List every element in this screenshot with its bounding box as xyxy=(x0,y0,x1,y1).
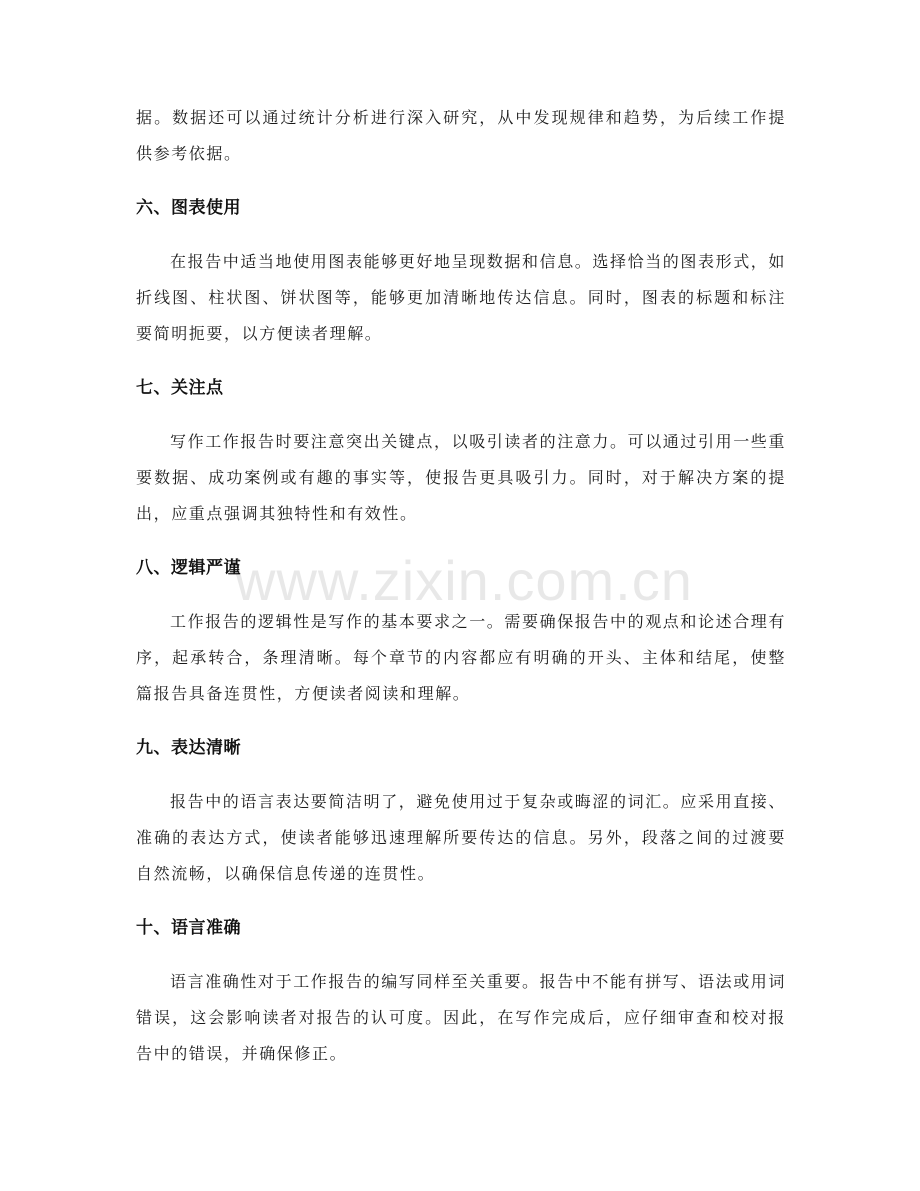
section-body-10: 语言准确性对于工作报告的编写同样至关重要。报告中不能有拼写、语法或用词错误，这会影响读者对报告的认可度。因此，在写作完成后，应仔细审查和校对报告中的错误，并确保修正。 xyxy=(136,972,787,1063)
watermark-text: www.zixin.com.cn xyxy=(235,549,693,612)
intro-paragraph: 据。数据还可以通过统计分析进行深入研究，从中发现规律和趋势，为后续工作提供参考依据。 xyxy=(136,108,786,163)
section-body-7: 写作工作报告时要注意突出关键点，以吸引读者的注意力。可以通过引用一些重要数据、成功案例或有趣的事实等，使报告更具吸引力。同时，对于解决方案的提出，应重点强调其独特性和有效性。 xyxy=(136,432,787,523)
document-body xyxy=(136,100,786,1072)
section-heading-7: 七、关注点 xyxy=(136,378,224,398)
section-body-9: 报告中的语言表达要简洁明了，避免使用过于复杂或晦涩的词汇。应采用直接、准确的表达方式，使读者能够迅速理解所要传达的信息。另外，段落之间的过渡要自然流畅，以确保信息传递的连贯性。 xyxy=(136,792,787,883)
section-heading-6: 六、图表使用 xyxy=(136,198,241,218)
section-heading-10: 十、语言准确 xyxy=(136,918,241,938)
section-heading-8: 八、逻辑严谨 xyxy=(136,558,241,578)
section-body-6: 在报告中适当地使用图表能够更好地呈现数据和信息。选择恰当的图表形式，如折线图、柱状图、饼状图等，能够更加清晰地传达信息。同时，图表的标题和标注要简明扼要，以方便读者理解。 xyxy=(136,252,787,343)
section-heading-9: 九、表达清晰 xyxy=(136,738,241,758)
section-body-8: 工作报告的逻辑性是写作的基本要求之一。需要确保报告中的观点和论述合理有序，起承转合，条理清晰。每个章节的内容都应有明确的开头、主体和结尾，使整篇报告具备连贯性，方便读者阅读和理解。 xyxy=(136,612,787,703)
